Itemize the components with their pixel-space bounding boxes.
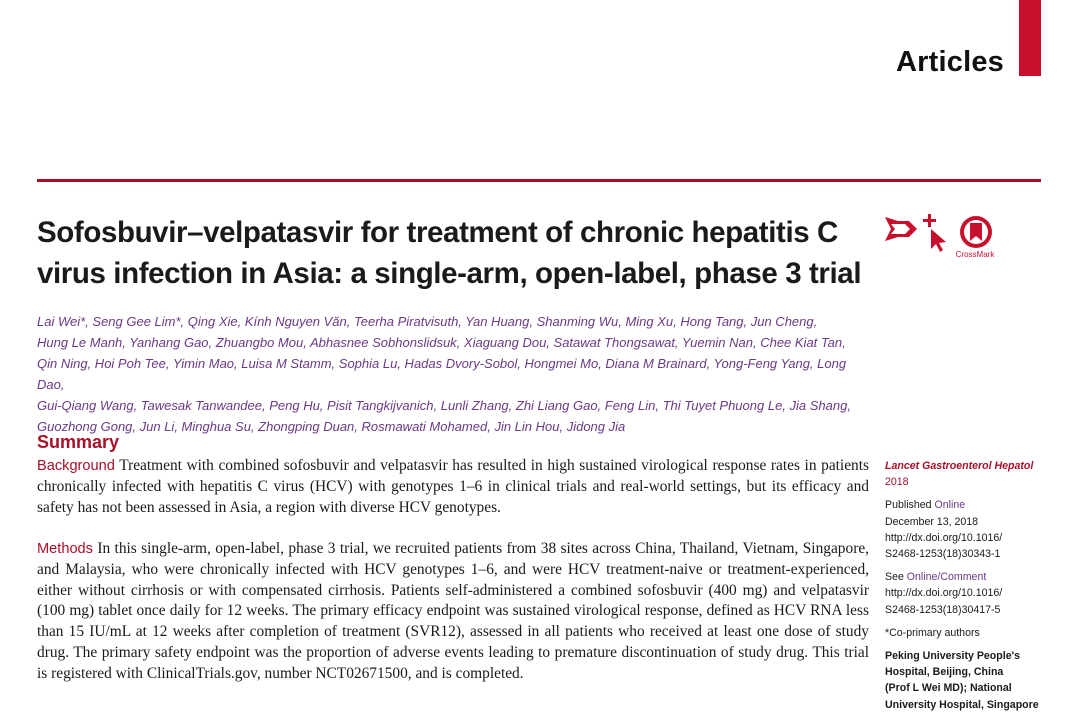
article-sidebar — [885, 458, 1045, 713]
affiliation-line: Peking University People's — [885, 650, 1020, 663]
background-label: Background — [37, 458, 115, 474]
summary-heading: Summary — [37, 432, 120, 452]
affiliation-line: (Prof L Wei MD); National — [885, 682, 1012, 695]
journal-name: Lancet Gastroenterol Hepatol — [885, 460, 1034, 472]
published-line — [885, 497, 1045, 513]
methods-text: In this single-arm, open-label, phase 3 trial, we recruited patients from 38 sites across China, Thailand, Vietnam, Singapore, and Malaysia, who were chronically infected with HCV genotypes 1–6, and were HCV treatment-naive or treatment-experienced, either without cirrhosis or with compensated cirrhosis. Patients self-administered a combined sofosbuvir (400 mg) and velpatasvir (100 mg) tablet once daily for 12 weeks. The primary efficacy endpoint was sustained virological response, defined as HCV RNA less than 15 IU/mL at 12 weeks after completion of treatment (SVR12), assessed in all patients who received at least one dose of study drug. The primary safety endpoint was the proportion of adverse events leading to premature discontinuation of study drug. This trial is registered with ClinicalTrials.gov, number NCT02671500, and is completed. — [37, 540, 869, 682]
journal-year: 2018 — [885, 476, 909, 489]
published-online-link[interactable]: Online — [934, 499, 966, 512]
author-line: Hung Le Manh, Yanhang Gao, Zhuangbo Mou, Abhasnee Sobhonslidsuk, Xiaguang Dou, Satawat Thongsawat, Yuemin Nan, Chee Kiat Tan, — [37, 335, 846, 350]
published-prefix: Published — [885, 499, 935, 512]
background-text: Treatment with combined sofosbuvir and velpatasvir has resulted in high sustained virological response rates in patients chronically infected with hepatitis C virus (HCV) with genotypes 1–6 in clinical trials and real-world settings, but its efficacy and safety has not been assessed in Asia, a region with diverse HCV genotypes. — [37, 457, 869, 516]
author-list — [37, 311, 877, 437]
affiliation-line: Hospital, Beijing, China — [885, 666, 1004, 679]
affiliation-line: University Hospital, Singapore — [885, 698, 1039, 711]
section-label: Articles — [896, 46, 1004, 78]
article-title: Sofosbuvir–velpatasvir for treatment of chronic hepatitis C virus infection in Asia: a single-arm, open-label, phase 3 trial — [37, 216, 862, 290]
methods-label: Methods — [37, 541, 93, 557]
online-comment-link[interactable]: Online/Comment — [906, 571, 987, 584]
article-icons — [883, 210, 1003, 265]
crossmark-icon[interactable] — [956, 216, 996, 259]
background-paragraph — [37, 456, 869, 518]
crossmark-label: CrossMark — [955, 250, 995, 259]
doi-link-2b[interactable]: S2468-1253(18)30417-5 — [885, 603, 1001, 616]
see-line — [885, 569, 1045, 585]
author-line: Gui-Qiang Wang, Tawesak Tanwandee, Peng Hu, Pisit Tangkijvanich, Lunli Zhang, Zhi Liang Gao, Feng Lin, Thi Tuyet Phuong Le, Jia Shang, — [37, 398, 851, 413]
arrow-flag-icon[interactable] — [885, 217, 917, 241]
author-line: Lai Wei*, Seng Gee Lim*, Qing Xie, Kính Nguyen Văn, Teerha Piratvisuth, Yan Huang, Shanming Wu, Ming Xu, Hong Tang, Jun Cheng, — [37, 314, 818, 329]
doi-link-2a[interactable]: http://dx.doi.org/10.1016/ — [885, 587, 1003, 600]
author-line: Qin Ning, Hoi Poh Tee, Yimin Mao, Luisa M Stamm, Sophia Lu, Hadas Dvory-Sobol, Hongmei Mo, Diana M Brainard, Yong-Feng Yang, Long Dao, — [37, 356, 847, 392]
doi-link-1b[interactable]: S2468-1253(18)30343-1 — [885, 548, 1001, 561]
published-date: December 13, 2018 — [885, 515, 979, 528]
see-prefix: See — [885, 571, 907, 584]
doi-link-1a[interactable]: http://dx.doi.org/10.1016/ — [885, 531, 1003, 544]
co-primary-note: *Co-primary authors — [885, 626, 980, 639]
cursor-plus-icon[interactable] — [923, 214, 946, 252]
methods-paragraph — [37, 539, 869, 685]
author-line: Guozhong Gong, Jun Li, Minghua Su, Zhongping Duan, Rosmawati Mohamed, Jin Lin Hou, Jidong Jia — [37, 419, 626, 434]
section-tab-marker — [1019, 0, 1041, 76]
header-divider — [37, 179, 1041, 182]
